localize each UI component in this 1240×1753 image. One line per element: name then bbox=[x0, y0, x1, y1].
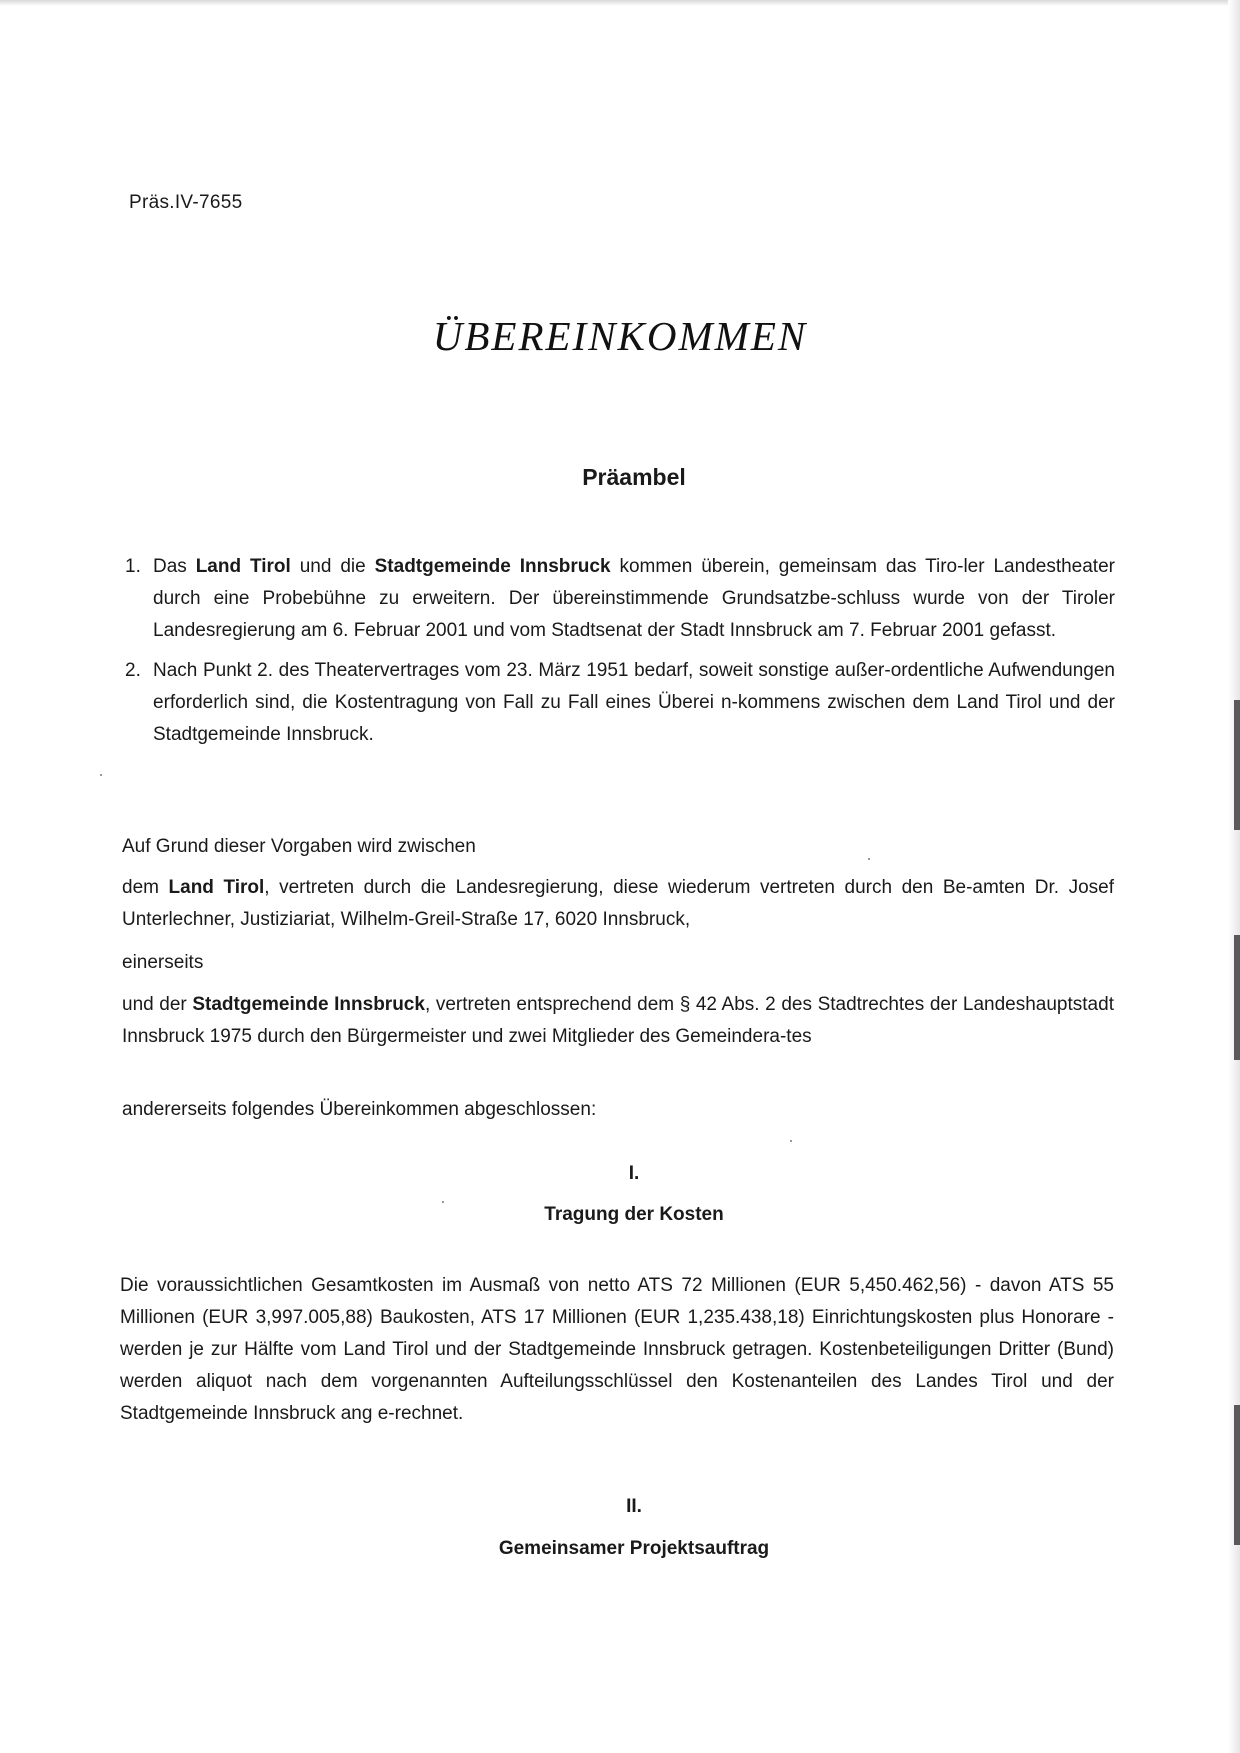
list-item-number: 2. bbox=[125, 660, 141, 681]
scan-edge-top bbox=[0, 0, 1240, 6]
section-1-numeral: I. bbox=[628, 1163, 640, 1184]
text-run: und der bbox=[122, 994, 193, 1015]
text-run: , vertreten entsprechend dem § 42 Abs. 2 des Stadtrechtes der Landeshauptstadt Innsbruck 1975 durch den Bürgermeister und zwei Mitglieder des Gemeindera-tes bbox=[122, 994, 1114, 1047]
section-1-text: Die voraussichtlichen Gesamtkosten im Ausmaß von netto ATS 72 Millionen (EUR 5,450.462,56) - davon ATS 55 Millionen (EUR 3,997.005,88) Baukosten, ATS 17 Millionen (EUR 1,235.438,18) Einrichtungskosten plus Honorare - werden je zur Hälfte vom Land Tirol und der Stadtgemeinde Innsbruck getragen. Kostenbeteiligungen Dritter (Bund) werden aliquot nach dem vorgenannten Aufteilungsschlüssel den Kostenanteilen des Landes Tirol und der Stadtgemeinde Innsbruck ang e-rechnet. bbox=[120, 1275, 1114, 1424]
party-2-paragraph bbox=[122, 989, 1114, 1053]
scan-edge-mark bbox=[1234, 1405, 1240, 1545]
text-run: dem bbox=[122, 877, 169, 898]
preamble-heading: Präambel bbox=[582, 464, 686, 490]
scan-speck bbox=[442, 1201, 444, 1203]
text-run: kommen überein, gemeinsam das Tiro-ler Landestheater durch eine Probebühne zu erweitern. Der übereinstimmende Grundsatzbe-schluss wurde von der Tiroler Landesregierung am 6. Februar 2001 und vom Stadtsenat der Stadt Innsbruck am 7. Februar 2001 gefasst. bbox=[153, 556, 1115, 641]
einerseits-line: einerseits bbox=[122, 952, 204, 973]
andererseits-line: andererseits folgendes Übereinkommen abgeschlossen: bbox=[122, 1099, 597, 1120]
party-1-paragraph bbox=[122, 872, 1114, 936]
party-name-land-tirol: Land Tirol bbox=[168, 877, 265, 898]
scan-speck bbox=[100, 774, 102, 776]
text-run: Das bbox=[153, 556, 196, 577]
party-name-land-tirol: Land Tirol bbox=[195, 556, 291, 577]
text-run: , vertreten durch die Landesregierung, diese wiederum vertreten durch den Be-amten Dr. Josef Unterlechner, Justiziariat, Wilhelm-Greil-Straße 17, 6020 Innsbruck, bbox=[122, 877, 1114, 930]
preamble-list bbox=[125, 551, 1115, 759]
section-2-heading: Gemeinsamer Projektsauftrag bbox=[498, 1538, 770, 1559]
parties-intro: Auf Grund dieser Vorgaben wird zwischen bbox=[122, 836, 476, 857]
document-title: ÜBEREINKOMMEN bbox=[432, 313, 808, 359]
list-item-text: Nach Punkt 2. des Theatervertrages vom 23. März 1951 bedarf, soweit sonstige außer-ordentliche Aufwendungen erforderlich sind, die Kostentragung von Fall zu Fall eines Überei n-kommens zwischen dem Land Tirol und der Stadtgemeinde Innsbruck. bbox=[153, 660, 1115, 745]
scan-speck bbox=[790, 1140, 792, 1142]
list-item bbox=[125, 655, 1115, 751]
section-2-numeral: II. bbox=[626, 1496, 642, 1517]
scan-edge-mark bbox=[1234, 700, 1240, 830]
list-item bbox=[125, 551, 1115, 647]
document-reference: Präs.IV-7655 bbox=[129, 192, 243, 213]
list-item-number: 1. bbox=[125, 556, 141, 577]
section-1-heading: Tragung der Kosten bbox=[544, 1204, 724, 1225]
text-run: und die bbox=[290, 556, 375, 577]
party-name-stadtgemeinde: Stadtgemeinde Innsbruck bbox=[374, 556, 611, 577]
scan-edge-mark bbox=[1234, 935, 1240, 1060]
list-item-text bbox=[153, 551, 1115, 647]
party-name-stadtgemeinde: Stadtgemeinde Innsbruck bbox=[192, 994, 425, 1015]
